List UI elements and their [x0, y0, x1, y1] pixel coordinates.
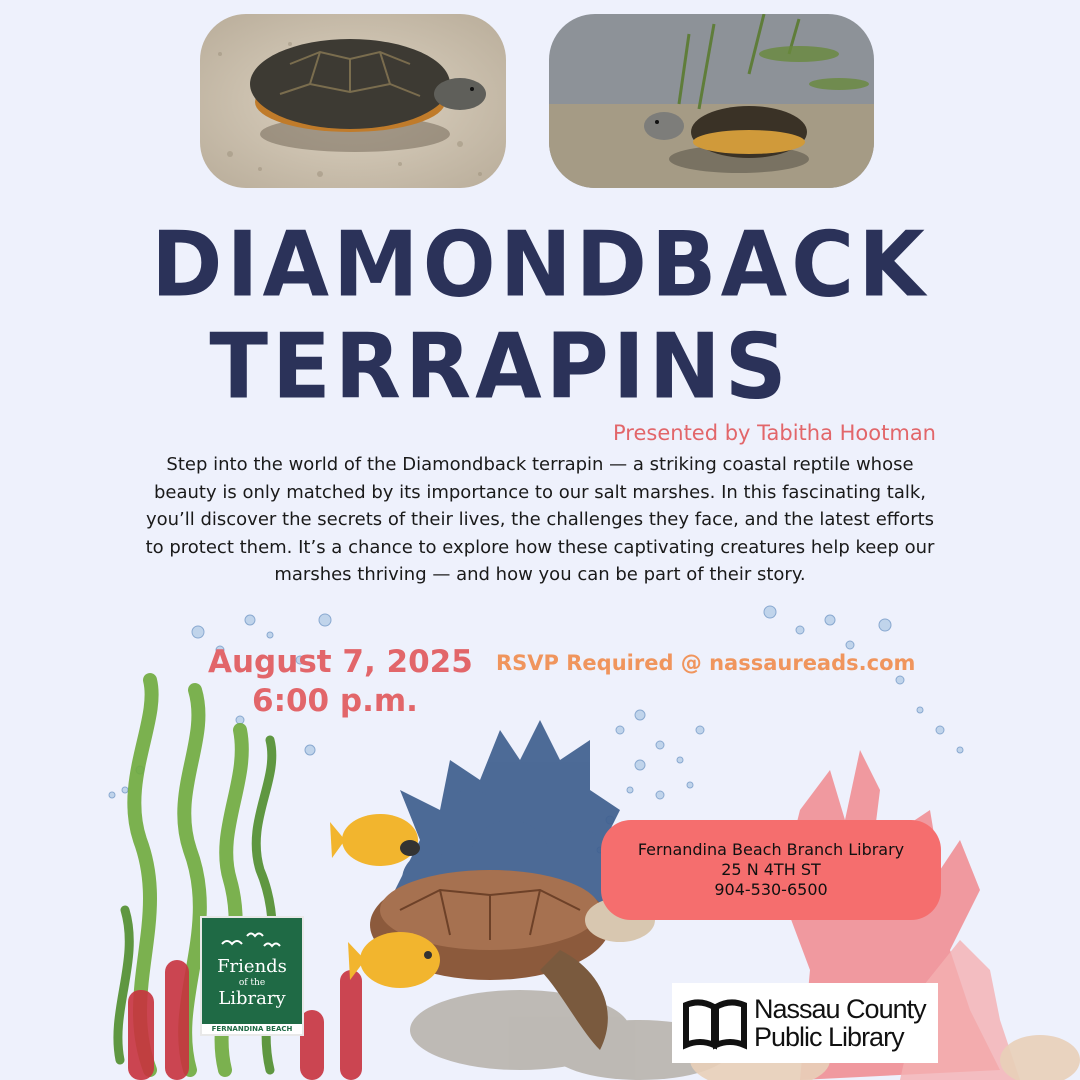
ncpl-logo-text — [754, 995, 926, 1051]
location-phone: 904-530-6500 — [714, 880, 828, 899]
location-address: 25 N 4TH ST — [721, 860, 821, 879]
location-box — [601, 820, 941, 920]
friends-logo-line1: Friends — [217, 956, 287, 977]
open-book-icon — [680, 995, 750, 1055]
event-time: 6:00 p.m. — [252, 683, 418, 719]
nassau-county-public-library-logo — [672, 983, 938, 1063]
terrapin-photo-marsh — [549, 14, 874, 188]
ncpl-logo-line2: Public Library — [754, 1022, 904, 1052]
friends-logo-line2: of the — [238, 978, 266, 988]
rsvp-link[interactable]: RSVP Required @ nassaureads.com — [496, 651, 916, 675]
location-name: Fernandina Beach Branch Library — [637, 840, 905, 859]
title-line-1: DIAMONDBACK — [151, 212, 929, 318]
friends-logo-line3: Library — [218, 988, 286, 1009]
terrapin-photo-sand — [200, 14, 506, 188]
friends-logo-footer: FERNANDINA BEACH — [202, 1024, 302, 1034]
birds-icon — [202, 922, 302, 958]
friends-of-the-library-logo — [200, 916, 304, 1036]
ncpl-logo-line1: Nassau County — [754, 994, 926, 1024]
event-description: Step into the world of the Diamondback terrapin — a striking coastal reptile whose beauty is only matched by its importance to our salt marshes. In this fascinating talk, you’ll discover the secrets of their lives, the challenges they face, and the latest efforts to protect them. It’s a chance to explore how these captivating creatures help keep our marshes thriving — and how you can be part of their story. — [145, 454, 935, 585]
presenter-credit: Presented by Tabitha Hootman — [613, 421, 936, 445]
event-date: August 7, 2025 — [208, 644, 473, 680]
title-line-2: TERRAPINS — [209, 314, 791, 420]
